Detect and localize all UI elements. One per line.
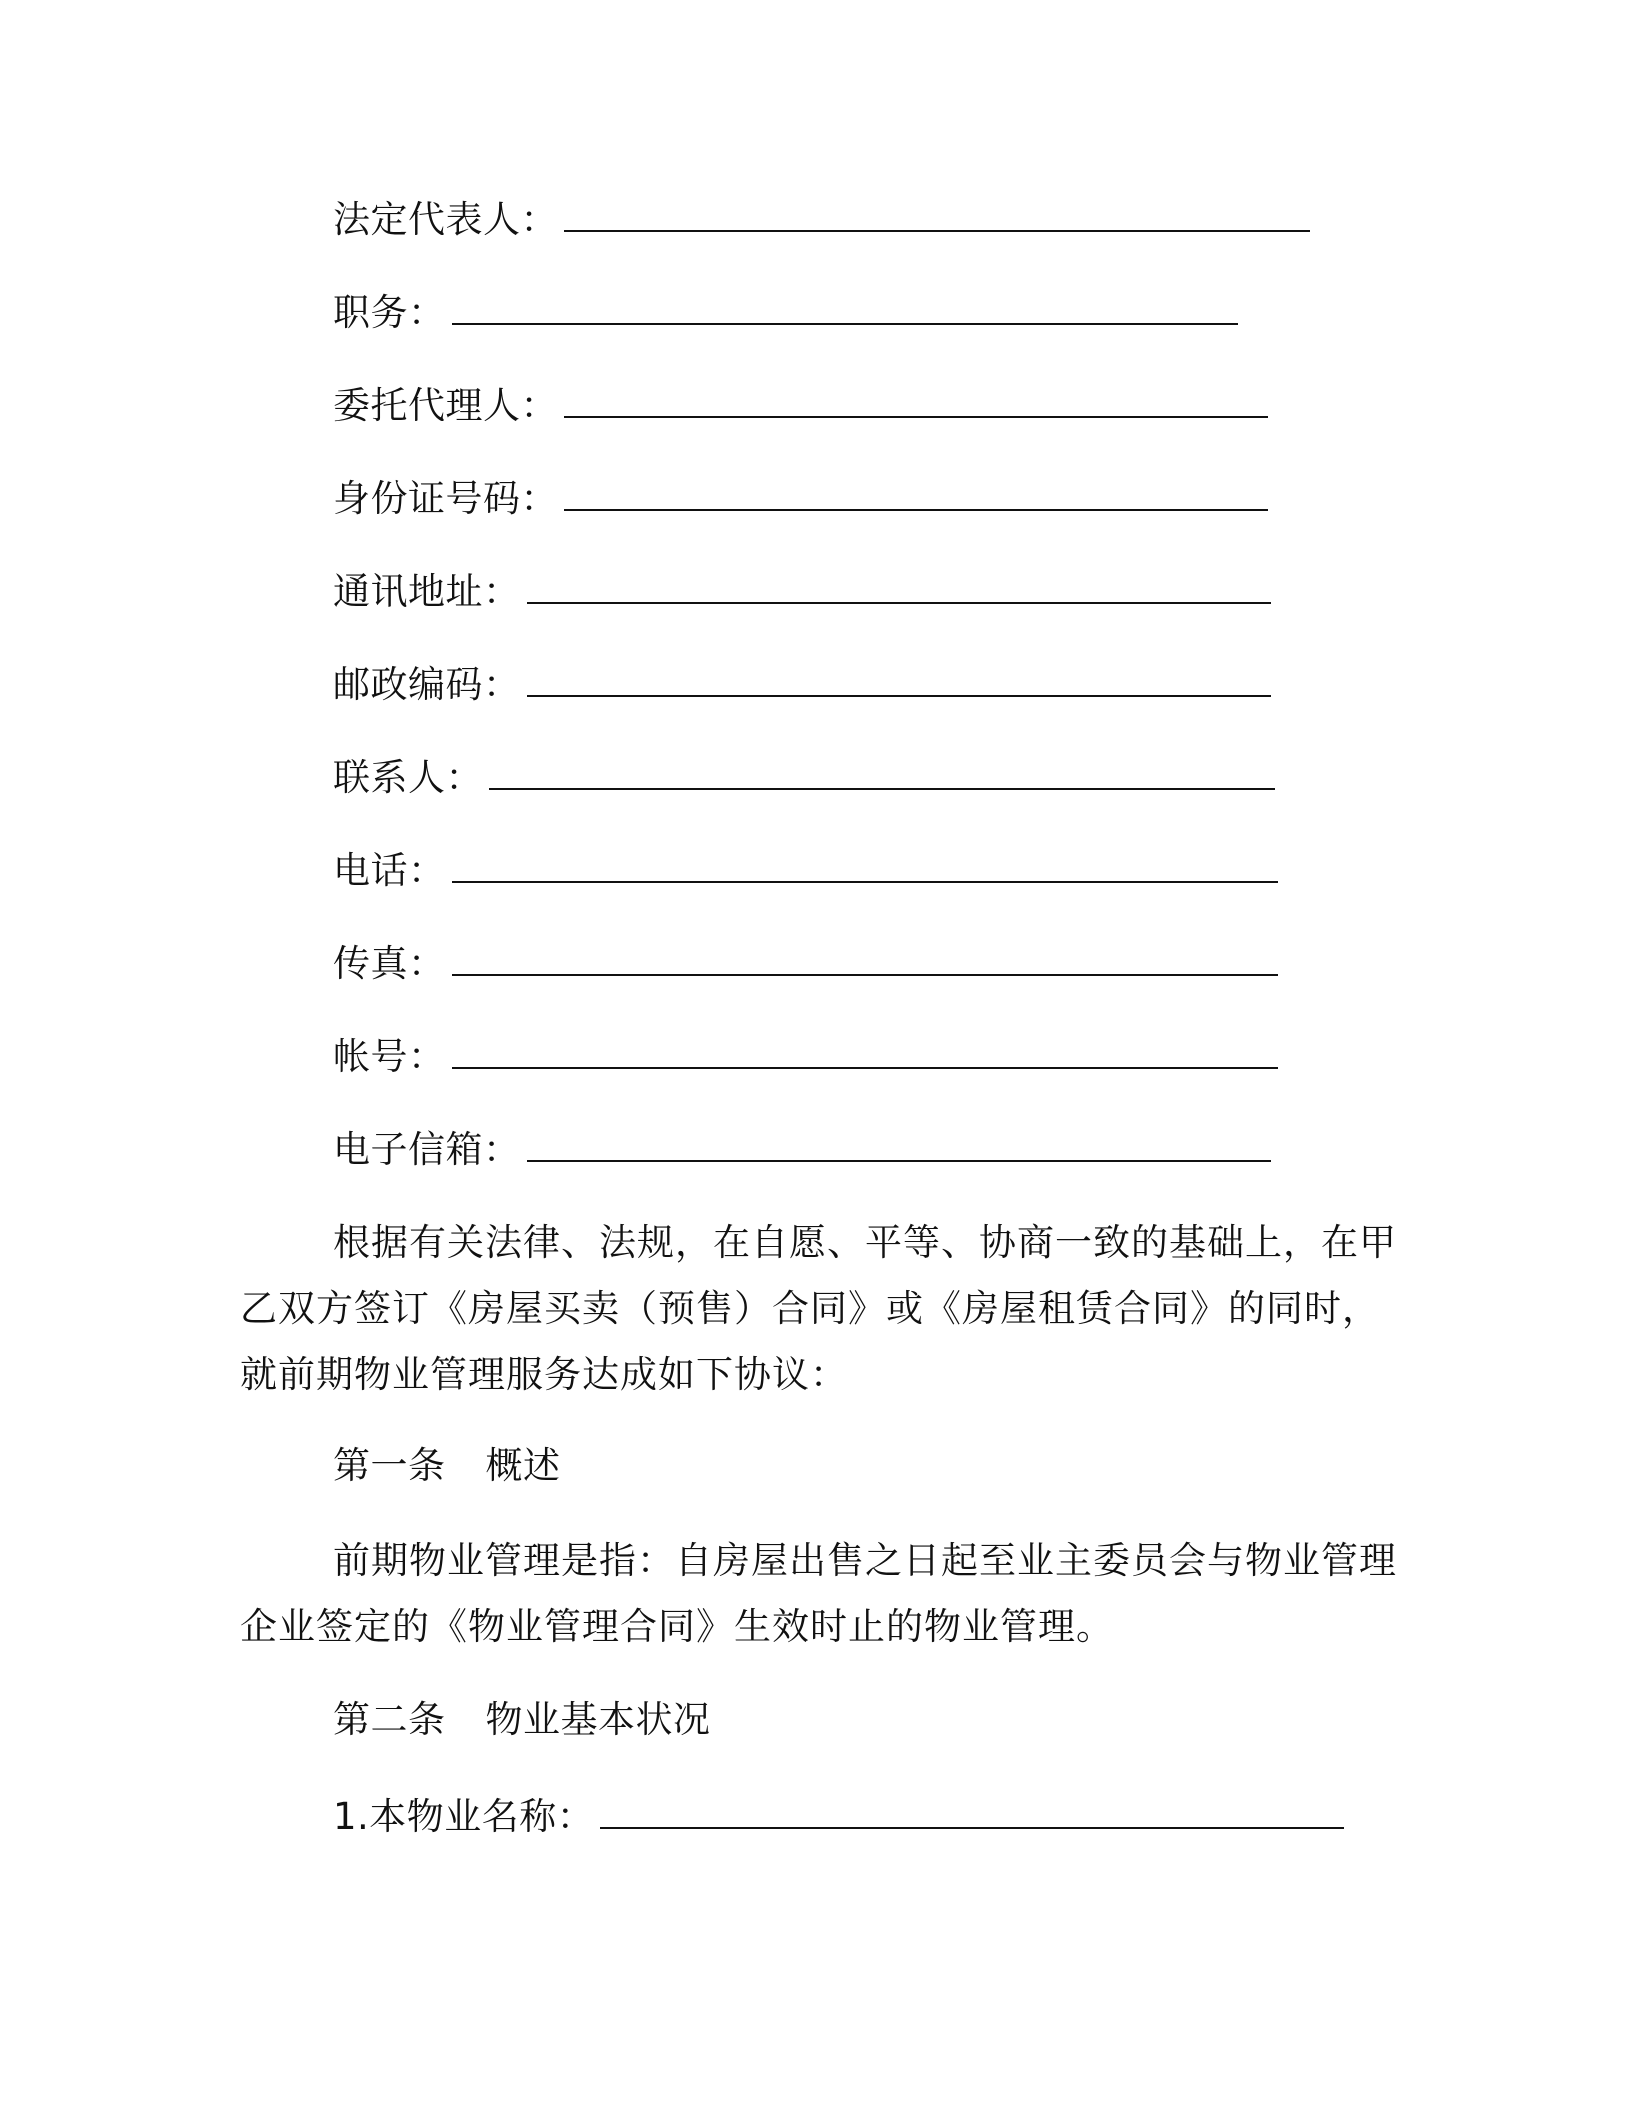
field-postal-code [333,661,1271,709]
fill-blank [452,851,1278,883]
fill-blank [564,200,1310,232]
field-label: 委托代理人： [333,384,558,427]
field-label: 电话： [333,849,446,892]
fill-blank [452,944,1278,976]
article-1-heading [333,1442,561,1490]
fill-blank [489,758,1275,790]
field-label: 1.本物业名称： [333,1795,595,1838]
field-authorized-agent [333,382,1268,430]
article-title: 物业基本状况 [485,1698,711,1741]
article-title: 概述 [485,1444,561,1487]
fill-blank [452,293,1238,325]
field-label: 通讯地址： [333,570,521,613]
field-label: 法定代表人： [333,198,558,241]
fill-blank [564,386,1268,418]
field-account-number [333,1033,1278,1081]
article-2-heading [333,1696,711,1744]
fill-blank [564,479,1268,511]
fill-blank [452,1037,1278,1069]
fill-blank [527,572,1271,604]
field-fax [333,940,1278,988]
fill-blank [527,1130,1271,1162]
fill-blank [527,665,1271,697]
field-label: 邮政编码： [333,663,521,706]
field-label: 联系人： [333,756,483,799]
field-contact-person [333,754,1275,802]
article-1-body: 前期物业管理是指：自房屋出售之日起至业主委员会与物业管理企业签定的《物业管理合同》生效时止的物业管理。 [240,1539,1397,1648]
field-property-name [333,1793,1344,1841]
field-label: 帐号： [333,1035,446,1078]
field-label: 电子信箱： [333,1128,521,1171]
field-email [333,1126,1271,1174]
field-label: 身份证号码： [333,477,558,520]
fill-blank [600,1797,1344,1829]
field-legal-representative [333,196,1310,244]
field-label: 职务： [333,291,446,334]
intro-paragraph: 根据有关法律、法规，在自愿、平等、协商一致的基础上，在甲乙双方签订《房屋买卖（预售）合同》或《房屋租赁合同》的同时，就前期物业管理服务达成如下协议： [240,1221,1397,1396]
field-mailing-address [333,568,1271,616]
field-phone [333,847,1278,895]
field-id-number [333,475,1268,523]
field-position [333,289,1238,337]
field-label: 传真： [333,942,446,985]
article-number: 第一条 [333,1444,446,1487]
article-number: 第二条 [333,1698,446,1741]
